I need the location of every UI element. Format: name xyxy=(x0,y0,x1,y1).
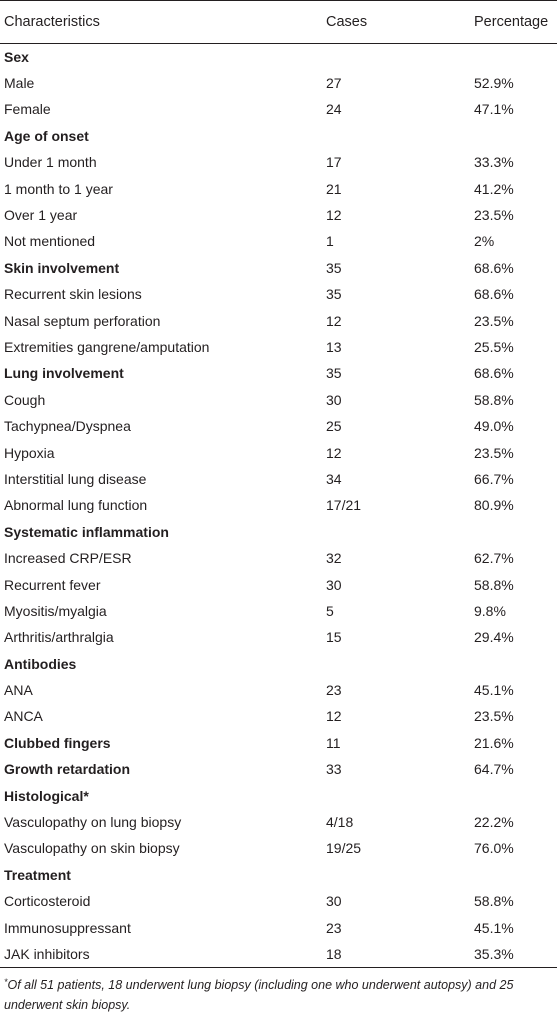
row-label: Abnormal lung function xyxy=(4,497,148,514)
row-label: Lung involvement xyxy=(4,365,124,382)
table-section-row xyxy=(0,255,557,281)
column-header-characteristics: Characteristics xyxy=(0,1,322,44)
table-row xyxy=(0,281,557,307)
row-label: Antibodies xyxy=(4,655,77,672)
table-row xyxy=(0,492,557,518)
row-cases: 19/25 xyxy=(326,840,362,857)
row-cases: 27 xyxy=(326,75,342,92)
row-cases xyxy=(322,123,470,149)
row-label: Immunosuppressant xyxy=(4,919,131,936)
row-percentage: 45.1% xyxy=(474,919,514,936)
row-percentage xyxy=(470,123,557,149)
header-row xyxy=(0,1,557,44)
row-label: Male xyxy=(4,75,35,92)
row-cases: 23 xyxy=(326,682,342,699)
row-percentage: 23.5% xyxy=(474,444,514,461)
row-label: Age of onset xyxy=(4,127,89,144)
row-label: Female xyxy=(4,101,51,118)
table-row xyxy=(0,888,557,914)
row-cases: 4/18 xyxy=(326,814,354,831)
row-percentage xyxy=(470,650,557,676)
row-percentage: 49.0% xyxy=(474,418,514,435)
column-header-percentage: Percentage xyxy=(470,1,557,44)
row-percentage: 68.6% xyxy=(474,365,514,382)
row-label: Not mentioned xyxy=(4,233,96,250)
row-percentage: 52.9% xyxy=(474,75,514,92)
row-label: Clubbed fingers xyxy=(4,734,111,751)
row-cases: 17 xyxy=(326,154,342,171)
row-label: Recurrent skin lesions xyxy=(4,286,142,303)
row-percentage: 58.8% xyxy=(474,893,514,910)
table-section-row xyxy=(0,44,557,70)
row-percentage: 9.8% xyxy=(474,602,506,619)
row-cases: 35 xyxy=(326,365,342,382)
row-cases xyxy=(322,862,470,888)
row-percentage: 41.2% xyxy=(474,180,514,197)
table-row xyxy=(0,598,557,624)
row-label: JAK inhibitors xyxy=(0,941,322,967)
row-label: Tachypnea/Dyspnea xyxy=(4,418,131,435)
row-label: Vasculopathy on skin biopsy xyxy=(4,840,180,857)
row-percentage: 45.1% xyxy=(474,682,514,699)
row-label: Cough xyxy=(4,391,46,408)
row-percentage: 66.7% xyxy=(474,470,514,487)
table-section-row xyxy=(0,123,557,149)
row-cases: 21 xyxy=(326,180,342,197)
row-cases: 12 xyxy=(326,444,342,461)
row-label: Treatment xyxy=(4,866,71,883)
row-percentage: 80.9% xyxy=(474,497,514,514)
row-percentage xyxy=(470,782,557,808)
row-label: Extremities gangrene/amputation xyxy=(4,338,210,355)
row-cases xyxy=(322,782,470,808)
row-cases: 30 xyxy=(326,893,342,910)
row-label: Arthritis/arthralgia xyxy=(4,629,114,646)
row-percentage: 29.4% xyxy=(474,629,514,646)
row-label: Corticosteroid xyxy=(4,893,91,910)
row-cases: 18 xyxy=(322,941,470,967)
row-cases: 24 xyxy=(326,101,342,118)
row-label: Hypoxia xyxy=(4,444,55,461)
table-body xyxy=(0,44,557,968)
row-percentage: 21.6% xyxy=(474,734,514,751)
table-row xyxy=(0,809,557,835)
row-cases: 25 xyxy=(326,418,342,435)
row-label: ANA xyxy=(4,682,33,699)
row-label: 1 month to 1 year xyxy=(4,180,113,197)
row-cases: 13 xyxy=(326,338,342,355)
row-cases: 11 xyxy=(326,734,341,751)
row-label: Myositis/myalgia xyxy=(4,602,107,619)
row-percentage: 64.7% xyxy=(474,761,514,778)
table-section-row xyxy=(0,360,557,386)
row-percentage: 33.3% xyxy=(474,154,514,171)
row-label: Growth retardation xyxy=(4,761,131,778)
row-percentage xyxy=(470,862,557,888)
row-percentage: 23.5% xyxy=(474,312,514,329)
table-row xyxy=(0,677,557,703)
table-row xyxy=(0,334,557,360)
table-header xyxy=(0,1,557,44)
table-row xyxy=(0,466,557,492)
row-cases: 30 xyxy=(326,391,342,408)
table-row xyxy=(0,571,557,597)
row-cases: 35 xyxy=(326,259,342,276)
row-label: Increased CRP/ESR xyxy=(4,550,132,567)
table-section-row xyxy=(0,862,557,888)
row-cases: 32 xyxy=(326,550,342,567)
table-section-row xyxy=(0,730,557,756)
row-label: Skin involvement xyxy=(4,259,120,276)
table-section-row xyxy=(0,519,557,545)
row-cases: 1 xyxy=(326,233,334,250)
row-cases xyxy=(322,650,470,676)
row-cases xyxy=(322,519,470,545)
footnote-marker: * xyxy=(4,976,8,987)
row-cases xyxy=(322,44,470,70)
table-row xyxy=(0,228,557,254)
row-label: Over 1 year xyxy=(4,207,78,224)
row-label: Recurrent fever xyxy=(4,576,101,593)
table-section-row xyxy=(0,650,557,676)
row-label: Vasculopathy on lung biopsy xyxy=(4,814,182,831)
row-cases: 33 xyxy=(326,761,342,778)
table-row xyxy=(0,703,557,729)
row-cases: 23 xyxy=(326,919,342,936)
table-row xyxy=(0,439,557,465)
row-percentage: 68.6% xyxy=(474,286,514,303)
table-row xyxy=(0,835,557,861)
table-row xyxy=(0,624,557,650)
row-label: Interstitial lung disease xyxy=(4,470,147,487)
row-label: Under 1 month xyxy=(4,154,97,171)
row-percentage: 25.5% xyxy=(474,338,514,355)
table-row xyxy=(0,70,557,96)
row-percentage: 23.5% xyxy=(474,207,514,224)
row-label: Systematic inflammation xyxy=(4,523,169,540)
row-percentage: 58.8% xyxy=(474,576,514,593)
table-row xyxy=(0,175,557,201)
row-percentage: 47.1% xyxy=(474,101,514,118)
row-cases: 12 xyxy=(326,312,342,329)
row-cases: 12 xyxy=(326,207,342,224)
row-percentage: 62.7% xyxy=(474,550,514,567)
table-section-row xyxy=(0,782,557,808)
row-label: ANCA xyxy=(4,708,43,725)
row-percentage xyxy=(470,519,557,545)
row-cases: 12 xyxy=(326,708,342,725)
table-row xyxy=(0,941,557,967)
row-label: Nasal septum perforation xyxy=(4,312,161,329)
table-row xyxy=(0,307,557,333)
table-row xyxy=(0,149,557,175)
row-cases: 35 xyxy=(326,286,342,303)
column-header-cases: Cases xyxy=(322,1,470,44)
row-cases: 34 xyxy=(326,470,342,487)
row-percentage: 2% xyxy=(474,233,495,250)
row-percentage xyxy=(470,44,557,70)
row-cases: 17/21 xyxy=(326,497,362,514)
row-label: Histological* xyxy=(4,787,89,804)
row-percentage: 58.8% xyxy=(474,391,514,408)
table-row xyxy=(0,387,557,413)
row-cases: 15 xyxy=(326,629,342,646)
table-row xyxy=(0,96,557,122)
table-row xyxy=(0,545,557,571)
row-percentage: 22.2% xyxy=(474,814,514,831)
row-label: Sex xyxy=(4,48,29,65)
row-percentage: 23.5% xyxy=(474,708,514,725)
table-row xyxy=(0,202,557,228)
row-percentage: 68.6% xyxy=(474,259,514,276)
row-cases: 5 xyxy=(326,602,334,619)
table-section-row xyxy=(0,756,557,782)
row-percentage: 35.3% xyxy=(470,941,557,967)
row-percentage: 76.0% xyxy=(474,840,514,857)
table-row xyxy=(0,914,557,940)
footnote-text: Of all 51 patients, 18 underwent lung biopsy (including one who underwent autopsy) and 25 underwent skin biopsy. xyxy=(4,977,514,1012)
table-row xyxy=(0,413,557,439)
row-cases: 30 xyxy=(326,576,342,593)
table-footnote xyxy=(0,968,557,1015)
